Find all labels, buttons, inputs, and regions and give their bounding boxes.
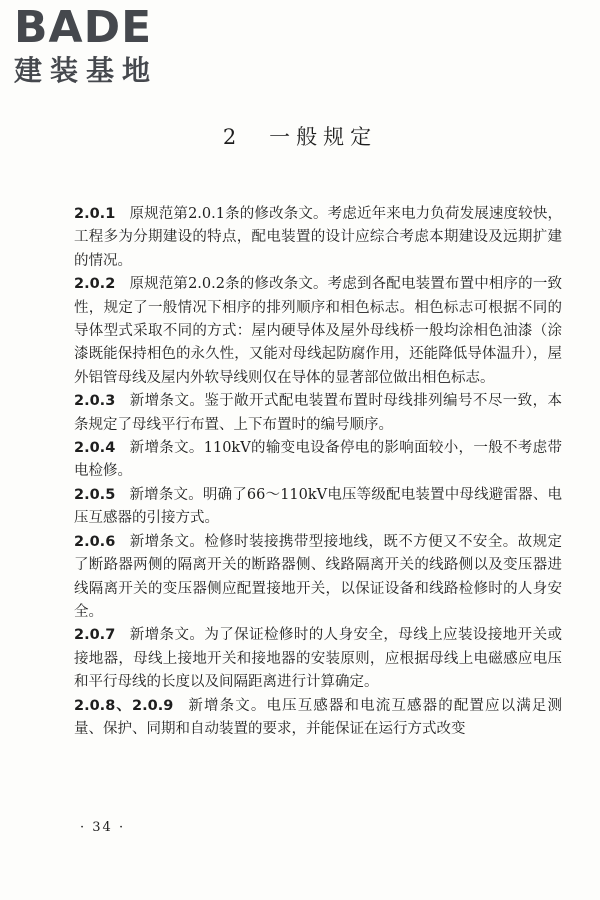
clause-number: 2.0.3 bbox=[74, 393, 116, 410]
clause-text: 新增条文。检修时装接携带型接地线，既不方便又不安全。故规定了断路器两侧的隔离开关的断路器侧、线路隔离开关的线路侧以及变压器进线隔离开关的变压器侧应配置接地开关，以保证设备和线路检修时的人身安全。 bbox=[74, 533, 562, 620]
clause-paragraph bbox=[74, 531, 562, 625]
clause-paragraph bbox=[74, 484, 562, 531]
clause-number: 2.0.2 bbox=[74, 276, 116, 293]
clause-text: 新增条文。明确了66～110kV电压等级配电装置中母线避雷器、电压互感器的引接方式。 bbox=[74, 486, 562, 527]
clause-text: 新增条文。电压互感器和电流互感器的配置应以满足测量、保护、同期和自动装置的要求，并能保证在运行方式改变 bbox=[74, 697, 562, 737]
clause-text: 原规范第2.0.1条的修改条文。考虑近年来电力负荷发展速度较快，工程多为分期建设的特点，配电装置的设计应综合考虑本期建设及远期扩建的情况。 bbox=[74, 206, 562, 269]
clause-text: 新增条文。110kV的输变电设备停电的影响面较小，一般不考虑带电检修。 bbox=[74, 440, 562, 480]
clause-paragraph bbox=[74, 390, 562, 437]
clause-paragraph bbox=[74, 203, 562, 273]
chapter-title: 2 一般规定 bbox=[222, 125, 378, 149]
clause-paragraph bbox=[74, 695, 562, 742]
clause-number: 2.0.6 bbox=[74, 533, 116, 550]
clause-text: 新增条文。为了保证检修时的人身安全，母线上应装设接地开关或接地器，母线上接地开关和接地器的安装原则，应根据母线上电磁感应电压和平行母线的长度以及间隔距离进行计算确定。 bbox=[74, 627, 562, 691]
bade-logo bbox=[14, 4, 184, 88]
logo-chinese-name: 建装基地 bbox=[14, 54, 159, 87]
clause-text: 原规范第2.0.2条的修改条文。考虑到各配电装置布置中相序的一致性，规定了一般情况下相序的排列顺序和相色标志。相色标志可根据不同的导体型式采取不同的方式：屋内硬导体及屋外母线桥一般均涂相色油漆（涂漆既能保持相色的永久性，又能对母线起防腐作用，还能降低导体温升），屋外铝管母线及屋内外软导线则仅在导体的显著部位做出相色标志。 bbox=[74, 276, 562, 386]
clause-paragraph bbox=[74, 624, 562, 694]
clause-number: 2.0.5 bbox=[74, 486, 116, 503]
clause-paragraph bbox=[74, 273, 562, 390]
clause-text: 新增条文。鉴于敞开式配电装置布置时母线排列编号不尽一致，本条规定了母线平行布置、上下布置时的编号顺序。 bbox=[74, 393, 562, 433]
clause-number: 2.0.1 bbox=[74, 206, 116, 222]
clause-number: 2.0.7 bbox=[74, 627, 116, 644]
logo-wordmark: BADE bbox=[14, 2, 153, 53]
page-number: · 34 · bbox=[80, 820, 126, 835]
document-body bbox=[74, 203, 562, 741]
clause-paragraph bbox=[74, 437, 562, 484]
clause-number: 2.0.8、2.0.9 bbox=[74, 697, 174, 714]
clause-number: 2.0.4 bbox=[74, 440, 116, 457]
